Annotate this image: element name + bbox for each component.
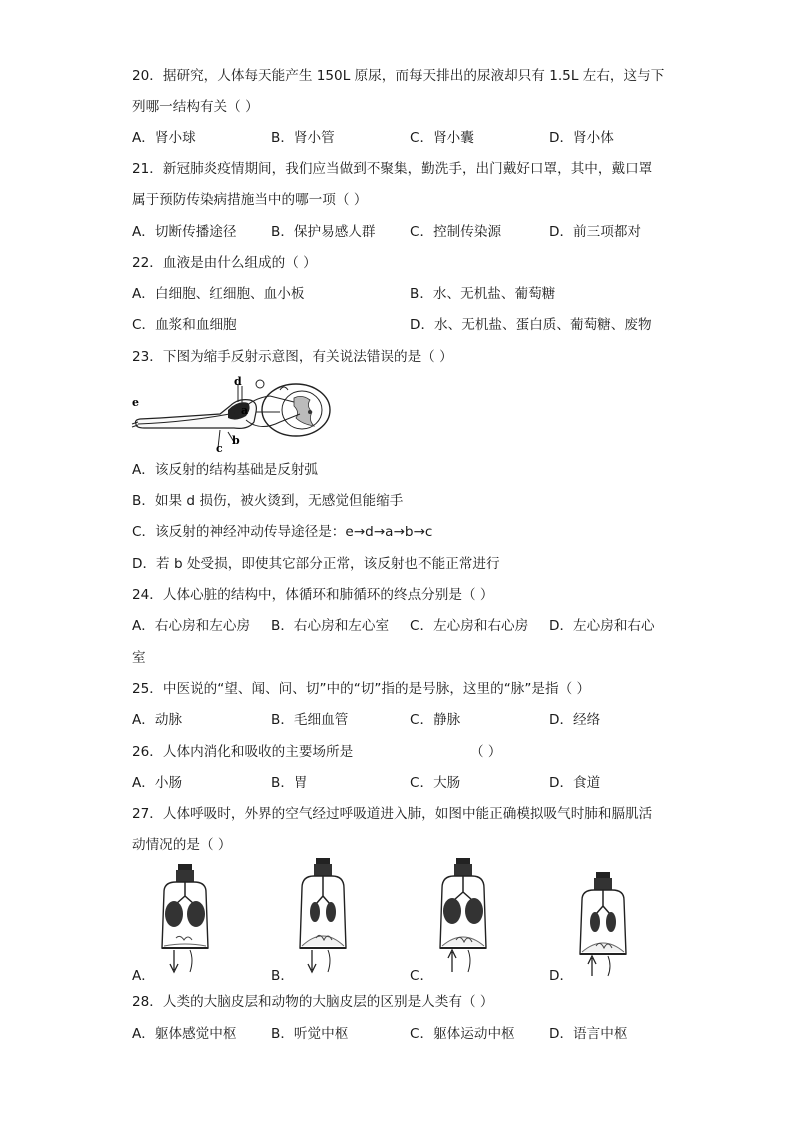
bell-jar-model-d [568,870,638,982]
q27-option-a[interactable]: A． [132,968,155,984]
q27-option-d[interactable]: D． [549,968,574,984]
q28-stem: 28．人类的大脑皮层和动物的大脑皮层的区别是人类有（ ） [132,994,494,1010]
bell-jar-model-c [428,856,498,982]
q26-option-a[interactable]: A．小肠 [132,775,183,791]
q27-option-c[interactable]: C． [410,968,434,984]
q20-stem-line2: 列哪一结构有关（ ） [132,99,259,115]
bell-jar-model-b [288,856,358,982]
q21-option-d[interactable]: D．前三项都对 [549,224,642,240]
q24-option-a[interactable]: A．右心房和左心房 [132,618,251,634]
q28-option-c[interactable]: C．躯体运动中枢 [410,1026,515,1042]
label-d: d [234,375,242,388]
q26-option-c[interactable]: C．大肠 [410,775,461,791]
q21-option-a[interactable]: A．切断传播途径 [132,224,237,240]
q24-option-b[interactable]: B．右心房和左心室 [271,618,390,634]
q28-option-a[interactable]: A．躯体感觉中枢 [132,1026,237,1042]
q23-option-c[interactable]: C．该反射的神经冲动传导途径是：e→d→a→b→c [132,524,433,540]
q20-option-a[interactable]: A．肾小球 [132,130,196,146]
q27-stem-line2: 动情况的是（ ） [132,837,232,853]
q27-option-b[interactable]: B． [271,968,294,984]
q25-option-a[interactable]: A．动脉 [132,712,183,728]
q25-option-c[interactable]: C．静脉 [410,712,461,728]
q21-stem-line2: 属于预防传染病措施当中的哪一项（ ） [132,192,368,208]
q22-stem: 22．血液是由什么组成的（ ） [132,255,317,271]
q20-option-b[interactable]: B．肾小管 [271,130,335,146]
q22-option-c[interactable]: C．血浆和血细胞 [132,317,237,333]
q23-option-a[interactable]: A．该反射的结构基础是反射弧 [132,462,319,478]
label-e: e [132,396,139,409]
q20-option-d[interactable]: D．肾小体 [549,130,614,146]
q28-option-d[interactable]: D．语言中枢 [549,1026,628,1042]
q24-option-d[interactable]: D．左心房和右心 [549,618,655,634]
label-b: b [232,434,240,447]
q21-option-b[interactable]: B．保护易感人群 [271,224,376,240]
label-a: a [241,404,249,417]
q26-option-b[interactable]: B．胃 [271,775,308,791]
q21-option-c[interactable]: C．控制传染源 [410,224,502,240]
q21-stem-line1: 21．新冠肺炎疫情期间，我们应当做到不聚集，勤洗手，出门戴好口罩，其中，戴口罩 [132,161,653,177]
q26-answer-paren: （ ） [470,744,502,760]
q20-stem-line1: 20．据研究，人体每天能产生 150L 原尿，而每天排出的尿液却只有 1.5L 左右，这与下 [132,68,665,84]
label-c: c [216,442,223,454]
q20-option-c[interactable]: C．肾小囊 [410,130,474,146]
q28-option-b[interactable]: B．听觉中枢 [271,1026,349,1042]
q25-option-b[interactable]: B．毛细血管 [271,712,349,728]
bell-jar-model-a [150,862,220,982]
q26-stem: 26．人体内消化和吸收的主要场所是 [132,744,354,760]
q24-stem: 24．人体心脏的结构中，体循环和肺循环的终点分别是（ ） [132,587,494,603]
q23-option-b[interactable]: B．如果 d 损伤，被火烫到，无感觉但能缩手 [132,493,404,509]
q24-option-d-continued: 室 [132,650,146,666]
q27-stem-line1: 27．人体呼吸时，外界的空气经过呼吸道进入肺，如图中能正确模拟吸气时肺和膈肌活 [132,806,653,822]
q23-stem: 23．下图为缩手反射示意图，有关说法错误的是（ ） [132,349,453,365]
q22-option-d[interactable]: D．水、无机盐、蛋白质、葡萄糖、废物 [410,317,652,333]
q24-option-c[interactable]: C．左心房和右心房 [410,618,529,634]
q23-option-d[interactable]: D．若 b 处受损，即使其它部分正常，该反射也不能正常进行 [132,556,500,572]
q22-option-b[interactable]: B．水、无机盐、葡萄糖 [410,286,556,302]
q22-option-a[interactable]: A．白细胞、红细胞、血小板 [132,286,305,302]
reflex-arc-diagram [130,372,370,454]
q25-stem: 25．中医说的“望、闻、问、切”中的“切”指的是号脉，这里的“脉”是指（ ） [132,681,591,697]
q25-option-d[interactable]: D．经络 [549,712,601,728]
q26-option-d[interactable]: D．食道 [549,775,601,791]
